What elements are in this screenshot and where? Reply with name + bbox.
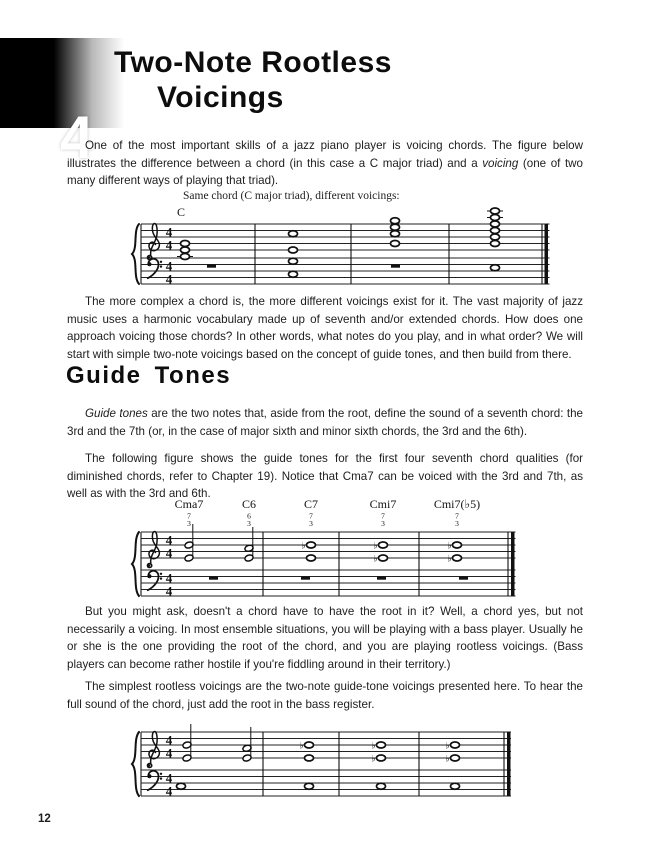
guide-number-top: 7: [187, 511, 191, 521]
chord-symbol: Cma7: [174, 497, 204, 511]
paragraph-bass-player: But you might ask, doesn't a chord have to have the root in it? Well, a chord yes, but not necessarily a voicing. In most ensemble situations, you will be playing with a bass player. Usually he or she is the one providing the root of the chord, and you are playing rootless voicings. (Bass players can become rather hostile if you're fiddling around in their territory.): [67, 605, 583, 671]
measure-2-open-voicing: [289, 231, 298, 278]
page-number: 12: [38, 813, 51, 825]
svg-text:♭: ♭: [373, 541, 378, 552]
whole-rest: [207, 265, 216, 268]
measure-1-close-triad: [177, 241, 216, 268]
time-signature-top: 4: [165, 258, 173, 274]
paragraph-text: One of the most important skills of a jazz piano player is voicing chords. The figure below illustrates the difference between a chord (in this case a C major triad) and a: [67, 139, 583, 170]
chord-symbol: C6: [241, 497, 257, 511]
cmi7b5-voicing: [447, 542, 461, 565]
chapter-title-line1: Two-Note Rootless: [114, 46, 392, 79]
time-signature-bottom: 4: [165, 583, 173, 599]
svg-text:♭: ♭: [371, 754, 376, 765]
time-signature-bottom: 4: [165, 237, 173, 253]
time-signature-top: 4: [165, 532, 173, 548]
final-barline: [511, 532, 515, 596]
time-signature-top: 4: [165, 732, 173, 748]
chord-symbols-row: [175, 497, 481, 528]
time-signature-bottom: 4: [165, 783, 173, 799]
cma7-voicing: [177, 724, 192, 789]
paragraph-following-figure: The following figure shows the guide tones for the first four seventh chord qualities (for diminished chords, refer to Chapter 19). Notice that Cma7 can be voiced with the 3rd and 7th, as well as with the 3rd and 6th.: [67, 452, 583, 500]
brace: [132, 732, 139, 796]
bass-root-note: [377, 783, 386, 789]
whole-rest: [391, 265, 400, 268]
guide-number-top: 7: [309, 511, 313, 521]
bass-staff: [141, 570, 516, 596]
svg-text:♭: ♭: [447, 554, 452, 565]
time-signature-top: 4: [165, 570, 173, 586]
guide-number-bottom: 3: [187, 519, 191, 528]
chapter-title-line2: Voicings: [157, 81, 284, 114]
guide-number-bottom: 3: [309, 519, 313, 528]
bass-root-note: [305, 783, 314, 789]
final-barline: [507, 732, 511, 796]
cmi7-voicing: [371, 742, 385, 790]
treble-clef: [147, 224, 159, 260]
guide-number-bottom: 3: [247, 519, 251, 528]
chapter-number-bar: [0, 38, 128, 171]
cma7-voicing: [184, 524, 194, 562]
bass-clef: [147, 771, 162, 790]
paragraph-complex-chords: The more complex a chord is, the more different voicings exist for it. The vast majority of jazz music uses a harmonic vocabulary made up of seventh and/or extended chords. How does one approach voicing those chords? In other words, what notes do you play, and in what order? We will start with simple two-note voicings based on the concept of guide tones, and then build from there.: [67, 295, 583, 361]
bass-staff: [141, 258, 550, 284]
paragraph-text: are the two notes that, aside from the root, define the sound of a seventh chord: the 3rd and the 7th (or, in the case of major sixth and minor sixth chords, the 3rd and the 6th).: [67, 407, 583, 438]
guide-number-top: 6: [247, 511, 251, 521]
treble-clef: [147, 532, 159, 568]
bass-root-note: [177, 783, 186, 789]
paragraph-simplest-voicings: The simplest rootless voicings are the two-note guide-tone voicings presented here. To hear the full sound of the chord, just add the root in the bass register.: [67, 680, 583, 711]
guide-number-bottom: 3: [455, 519, 459, 528]
time-signature-bottom: 4: [165, 745, 173, 761]
paragraph-intro: [67, 137, 583, 190]
svg-text:♭: ♭: [301, 541, 306, 552]
section-heading-guide-tones: Guide Tones: [66, 362, 232, 389]
measure-4-tall-voicing: [487, 208, 503, 271]
treble-clef: [147, 732, 159, 768]
svg-text:♭: ♭: [299, 741, 304, 752]
figure1-caption: Same chord (C major triad), different voicings:: [183, 190, 400, 202]
music-figure-2: [123, 494, 521, 602]
cmi7-voicing: [373, 542, 387, 565]
brace: [132, 224, 139, 284]
cmi7b5-voicing: [445, 742, 459, 790]
bass-clef: [147, 259, 162, 278]
measure-3-high-voicing: [391, 218, 401, 268]
paragraph-text: (one of two many different ways of playing that triad).: [67, 156, 583, 187]
time-signature-top: 4: [165, 770, 173, 786]
chord-symbol: C7: [303, 497, 319, 511]
chord-symbol: Cmi7: [369, 497, 397, 511]
paragraph-guide-tones-def: [67, 405, 583, 440]
svg-text:♭: ♭: [373, 554, 378, 565]
svg-text:♭: ♭: [445, 741, 450, 752]
brace: [132, 532, 139, 596]
svg-text:♭: ♭: [445, 754, 450, 765]
svg-text:♭: ♭: [447, 541, 452, 552]
italic-term-voicing: voicing: [482, 156, 519, 170]
guide-number-top: 7: [455, 511, 459, 521]
music-figure-1: [123, 198, 555, 294]
final-barline: [545, 224, 549, 284]
time-signature-bottom: 4: [165, 545, 173, 561]
svg-text:♭: ♭: [371, 741, 376, 752]
italic-term-guide-tones: Guide tones: [85, 407, 148, 420]
bass-root-note: [451, 783, 460, 789]
chord-symbol: Cmi7(♭5): [433, 497, 481, 511]
treble-staff: [141, 224, 550, 250]
time-signature-bottom: 4: [165, 271, 173, 287]
c7-voicing: [299, 742, 313, 790]
chord-symbol-c: C: [176, 205, 186, 219]
music-figure-3: [123, 712, 515, 804]
guide-number-bottom: 3: [381, 519, 385, 528]
bass-clef: [147, 571, 162, 590]
guide-number-top: 7: [381, 511, 385, 521]
chapter-number: 4: [60, 104, 94, 171]
time-signature-top: 4: [165, 224, 173, 240]
